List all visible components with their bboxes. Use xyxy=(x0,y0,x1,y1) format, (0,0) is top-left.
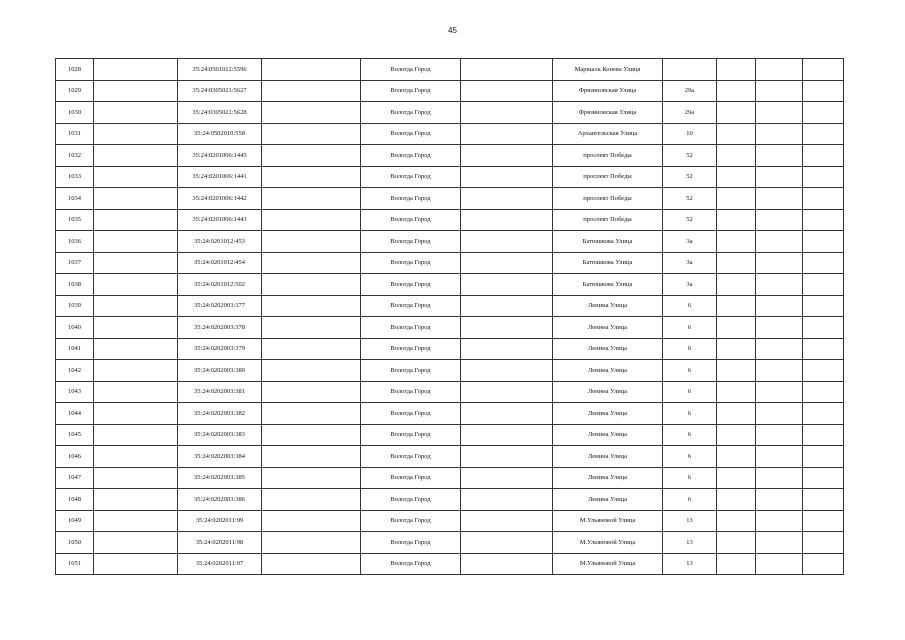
empty-cell xyxy=(717,166,756,188)
empty-cell xyxy=(756,338,803,360)
street-cell: Ленина Улица xyxy=(553,467,663,489)
empty-cell xyxy=(717,446,756,468)
empty-cell xyxy=(803,424,844,446)
empty-cell xyxy=(756,274,803,296)
empty-cell xyxy=(803,553,844,575)
empty-cell xyxy=(262,102,361,124)
house-number-cell: 13 xyxy=(663,510,717,532)
empty-cell xyxy=(262,360,361,382)
locality-cell: Вологда Город xyxy=(361,274,461,296)
empty-cell xyxy=(461,231,553,253)
empty-cell xyxy=(803,80,844,102)
empty-cell xyxy=(717,424,756,446)
table-row xyxy=(56,317,844,339)
street-cell: Ленина Улица xyxy=(553,403,663,425)
empty-cell xyxy=(803,510,844,532)
street-cell: Архангельская Улица xyxy=(553,123,663,145)
empty-cell xyxy=(717,532,756,554)
table-row xyxy=(56,252,844,274)
table-body xyxy=(56,59,844,575)
street-cell: Маршала Конева Улица xyxy=(553,59,663,81)
cadastral-number-cell: 35:24:0201006:1442 xyxy=(178,188,262,210)
empty-cell xyxy=(262,510,361,532)
empty-cell xyxy=(94,231,178,253)
empty-cell xyxy=(461,489,553,511)
empty-cell xyxy=(756,467,803,489)
cadastral-number-cell: 35:24:0202003:383 xyxy=(178,424,262,446)
table-row xyxy=(56,80,844,102)
empty-cell xyxy=(262,553,361,575)
empty-cell xyxy=(461,510,553,532)
empty-cell xyxy=(803,381,844,403)
empty-cell xyxy=(756,231,803,253)
empty-cell xyxy=(803,274,844,296)
empty-cell xyxy=(461,188,553,210)
house-number-cell: 6 xyxy=(663,446,717,468)
table-row xyxy=(56,123,844,145)
locality-cell: Вологда Город xyxy=(361,467,461,489)
street-cell: М.Ульяновой Улица xyxy=(553,532,663,554)
row-number-cell: 1036 xyxy=(56,231,94,253)
empty-cell xyxy=(94,446,178,468)
empty-cell xyxy=(756,188,803,210)
empty-cell xyxy=(717,489,756,511)
cadastral-number-cell: 35:24:0202003:377 xyxy=(178,295,262,317)
locality-cell: Вологда Город xyxy=(361,252,461,274)
empty-cell xyxy=(262,317,361,339)
street-cell: Ленина Улица xyxy=(553,381,663,403)
locality-cell: Вологда Город xyxy=(361,489,461,511)
house-number-cell: 6 xyxy=(663,295,717,317)
empty-cell xyxy=(756,489,803,511)
empty-cell xyxy=(717,381,756,403)
empty-cell xyxy=(756,166,803,188)
empty-cell xyxy=(717,123,756,145)
empty-cell xyxy=(803,59,844,81)
cadastral-number-cell: 35:24:0202011:98 xyxy=(178,532,262,554)
house-number-cell: 52 xyxy=(663,166,717,188)
empty-cell xyxy=(262,209,361,231)
empty-cell xyxy=(803,102,844,124)
row-number-cell: 1030 xyxy=(56,102,94,124)
cadastral-number-cell: 35:24:0201012:453 xyxy=(178,231,262,253)
cadastral-number-cell: 35:24:0201012:502 xyxy=(178,274,262,296)
empty-cell xyxy=(262,252,361,274)
table-row xyxy=(56,446,844,468)
empty-cell xyxy=(262,295,361,317)
empty-cell xyxy=(717,467,756,489)
row-number-cell: 1029 xyxy=(56,80,94,102)
empty-cell xyxy=(94,553,178,575)
empty-cell xyxy=(756,252,803,274)
locality-cell: Вологда Город xyxy=(361,317,461,339)
table-row xyxy=(56,231,844,253)
table-row xyxy=(56,381,844,403)
street-cell: Ленина Улица xyxy=(553,424,663,446)
row-number-cell: 1041 xyxy=(56,338,94,360)
empty-cell xyxy=(94,403,178,425)
empty-cell xyxy=(756,123,803,145)
empty-cell xyxy=(461,360,553,382)
empty-cell xyxy=(803,360,844,382)
locality-cell: Вологда Город xyxy=(361,446,461,468)
house-number-cell: 6 xyxy=(663,360,717,382)
empty-cell xyxy=(461,145,553,167)
empty-cell xyxy=(756,209,803,231)
empty-cell xyxy=(717,553,756,575)
empty-cell xyxy=(461,166,553,188)
empty-cell xyxy=(803,532,844,554)
empty-cell xyxy=(803,467,844,489)
cadastral-number-cell: 35:24:0305021:5627 xyxy=(178,80,262,102)
empty-cell xyxy=(717,317,756,339)
street-cell: проспект Победы xyxy=(553,145,663,167)
street-cell: Батюшкова Улица xyxy=(553,274,663,296)
table-row xyxy=(56,467,844,489)
empty-cell xyxy=(262,403,361,425)
empty-cell xyxy=(461,424,553,446)
empty-cell xyxy=(461,59,553,81)
house-number-cell: 52 xyxy=(663,209,717,231)
empty-cell xyxy=(803,252,844,274)
locality-cell: Вологда Город xyxy=(361,123,461,145)
empty-cell xyxy=(461,317,553,339)
street-cell: проспект Победы xyxy=(553,166,663,188)
table-row xyxy=(56,403,844,425)
street-cell: Батюшкова Улица xyxy=(553,231,663,253)
house-number-cell xyxy=(663,59,717,81)
empty-cell xyxy=(94,209,178,231)
empty-cell xyxy=(262,446,361,468)
table-row xyxy=(56,145,844,167)
empty-cell xyxy=(461,403,553,425)
locality-cell: Вологда Город xyxy=(361,510,461,532)
cadastral-number-cell: 35:24:0502010:558 xyxy=(178,123,262,145)
row-number-cell: 1035 xyxy=(56,209,94,231)
cadastral-number-cell: 35:24:0202003:385 xyxy=(178,467,262,489)
empty-cell xyxy=(717,360,756,382)
row-number-cell: 1037 xyxy=(56,252,94,274)
empty-cell xyxy=(717,274,756,296)
empty-cell xyxy=(717,188,756,210)
empty-cell xyxy=(461,252,553,274)
cadastral-number-cell: 35:24:0202003:378 xyxy=(178,317,262,339)
locality-cell: Вологда Город xyxy=(361,553,461,575)
house-number-cell: 52 xyxy=(663,188,717,210)
empty-cell xyxy=(461,123,553,145)
empty-cell xyxy=(461,532,553,554)
empty-cell xyxy=(94,338,178,360)
table-row xyxy=(56,166,844,188)
empty-cell xyxy=(94,188,178,210)
empty-cell xyxy=(717,59,756,81)
row-number-cell: 1049 xyxy=(56,510,94,532)
row-number-cell: 1047 xyxy=(56,467,94,489)
locality-cell: Вологда Город xyxy=(361,102,461,124)
street-cell: Ленина Улица xyxy=(553,489,663,511)
empty-cell xyxy=(756,102,803,124)
row-number-cell: 1051 xyxy=(56,553,94,575)
row-number-cell: 1033 xyxy=(56,166,94,188)
empty-cell xyxy=(803,446,844,468)
empty-cell xyxy=(262,381,361,403)
empty-cell xyxy=(94,510,178,532)
house-number-cell: 3а xyxy=(663,231,717,253)
empty-cell xyxy=(717,80,756,102)
table-row xyxy=(56,489,844,511)
row-number-cell: 1048 xyxy=(56,489,94,511)
empty-cell xyxy=(803,317,844,339)
page-number: 45 xyxy=(448,26,457,35)
empty-cell xyxy=(262,166,361,188)
cadastral-number-cell: 35:24:0501012:5596 xyxy=(178,59,262,81)
table-row xyxy=(56,59,844,81)
empty-cell xyxy=(461,553,553,575)
street-cell: Ленина Улица xyxy=(553,317,663,339)
locality-cell: Вологда Город xyxy=(361,360,461,382)
cadastral-number-cell: 35:24:0201006:1445 xyxy=(178,145,262,167)
house-number-cell: 13 xyxy=(663,553,717,575)
empty-cell xyxy=(262,467,361,489)
house-number-cell: 6 xyxy=(663,338,717,360)
locality-cell: Вологда Город xyxy=(361,381,461,403)
house-number-cell: 6 xyxy=(663,424,717,446)
empty-cell xyxy=(94,317,178,339)
house-number-cell: 10 xyxy=(663,123,717,145)
empty-cell xyxy=(94,467,178,489)
empty-cell xyxy=(756,317,803,339)
empty-cell xyxy=(461,295,553,317)
row-number-cell: 1043 xyxy=(56,381,94,403)
empty-cell xyxy=(94,102,178,124)
empty-cell xyxy=(717,231,756,253)
empty-cell xyxy=(803,166,844,188)
house-number-cell: 52 xyxy=(663,145,717,167)
empty-cell xyxy=(262,145,361,167)
empty-cell xyxy=(756,532,803,554)
empty-cell xyxy=(461,209,553,231)
table-row xyxy=(56,424,844,446)
locality-cell: Вологда Город xyxy=(361,188,461,210)
locality-cell: Вологда Город xyxy=(361,295,461,317)
cadastral-number-cell: 35:24:0202011:99 xyxy=(178,510,262,532)
empty-cell xyxy=(803,403,844,425)
empty-cell xyxy=(461,80,553,102)
empty-cell xyxy=(262,532,361,554)
empty-cell xyxy=(94,274,178,296)
empty-cell xyxy=(94,532,178,554)
street-cell: проспект Победы xyxy=(553,188,663,210)
house-number-cell: 3а xyxy=(663,274,717,296)
house-number-cell: 6 xyxy=(663,317,717,339)
table-row xyxy=(56,295,844,317)
empty-cell xyxy=(717,102,756,124)
empty-cell xyxy=(756,424,803,446)
empty-cell xyxy=(717,338,756,360)
locality-cell: Вологда Город xyxy=(361,59,461,81)
row-number-cell: 1039 xyxy=(56,295,94,317)
house-number-cell: 29а xyxy=(663,102,717,124)
cadastral-number-cell: 35:24:0202011:97 xyxy=(178,553,262,575)
cadastral-number-cell: 35:24:0201006:1441 xyxy=(178,166,262,188)
row-number-cell: 1042 xyxy=(56,360,94,382)
cadastral-number-cell: 35:24:0202003:384 xyxy=(178,446,262,468)
empty-cell xyxy=(461,338,553,360)
house-number-cell: 3а xyxy=(663,252,717,274)
empty-cell xyxy=(94,59,178,81)
street-cell: М.Ульяновой Улица xyxy=(553,510,663,532)
empty-cell xyxy=(717,209,756,231)
cadastral-number-cell: 35:24:0202003:382 xyxy=(178,403,262,425)
empty-cell xyxy=(94,80,178,102)
locality-cell: Вологда Город xyxy=(361,231,461,253)
locality-cell: Вологда Город xyxy=(361,166,461,188)
table-row xyxy=(56,532,844,554)
empty-cell xyxy=(717,252,756,274)
street-cell: проспект Победы xyxy=(553,209,663,231)
table-row xyxy=(56,209,844,231)
street-cell: Ленина Улица xyxy=(553,360,663,382)
empty-cell xyxy=(461,467,553,489)
empty-cell xyxy=(803,145,844,167)
house-number-cell: 6 xyxy=(663,489,717,511)
empty-cell xyxy=(94,252,178,274)
locality-cell: Вологда Город xyxy=(361,338,461,360)
empty-cell xyxy=(756,403,803,425)
empty-cell xyxy=(803,489,844,511)
locality-cell: Вологда Город xyxy=(361,80,461,102)
empty-cell xyxy=(717,145,756,167)
table-row xyxy=(56,274,844,296)
empty-cell xyxy=(717,403,756,425)
cadastral-number-cell: 35:24:0202003:379 xyxy=(178,338,262,360)
empty-cell xyxy=(756,80,803,102)
row-number-cell: 1050 xyxy=(56,532,94,554)
street-cell: Фрязиновская Улица xyxy=(553,80,663,102)
empty-cell xyxy=(461,446,553,468)
row-number-cell: 1032 xyxy=(56,145,94,167)
empty-cell xyxy=(262,123,361,145)
empty-cell xyxy=(461,274,553,296)
house-number-cell: 6 xyxy=(663,381,717,403)
cadastral-number-cell: 35:24:0201006:1443 xyxy=(178,209,262,231)
street-cell: М.Ульяновой Улица xyxy=(553,553,663,575)
empty-cell xyxy=(756,553,803,575)
empty-cell xyxy=(756,295,803,317)
empty-cell xyxy=(94,489,178,511)
row-number-cell: 1040 xyxy=(56,317,94,339)
cadastral-number-cell: 35:24:0201012:454 xyxy=(178,252,262,274)
empty-cell xyxy=(262,231,361,253)
cadastral-number-cell: 35:24:0305021:5628 xyxy=(178,102,262,124)
locality-cell: Вологда Город xyxy=(361,532,461,554)
house-number-cell: 6 xyxy=(663,403,717,425)
table-row xyxy=(56,102,844,124)
table-row xyxy=(56,510,844,532)
street-cell: Ленина Улица xyxy=(553,338,663,360)
row-number-cell: 1034 xyxy=(56,188,94,210)
empty-cell xyxy=(756,510,803,532)
row-number-cell: 1038 xyxy=(56,274,94,296)
house-number-cell: 29а xyxy=(663,80,717,102)
row-number-cell: 1031 xyxy=(56,123,94,145)
street-cell: Фрязиновская Улица xyxy=(553,102,663,124)
house-number-cell: 13 xyxy=(663,532,717,554)
row-number-cell: 1028 xyxy=(56,59,94,81)
locality-cell: Вологда Город xyxy=(361,403,461,425)
empty-cell xyxy=(717,510,756,532)
empty-cell xyxy=(717,295,756,317)
empty-cell xyxy=(94,360,178,382)
empty-cell xyxy=(461,102,553,124)
locality-cell: Вологда Город xyxy=(361,424,461,446)
table-row xyxy=(56,338,844,360)
street-cell: Батюшкова Улица xyxy=(553,252,663,274)
empty-cell xyxy=(94,424,178,446)
empty-cell xyxy=(803,231,844,253)
house-number-cell: 6 xyxy=(663,467,717,489)
empty-cell xyxy=(94,145,178,167)
empty-cell xyxy=(262,424,361,446)
row-number-cell: 1046 xyxy=(56,446,94,468)
street-cell: Ленина Улица xyxy=(553,446,663,468)
empty-cell xyxy=(94,123,178,145)
empty-cell xyxy=(262,188,361,210)
empty-cell xyxy=(756,59,803,81)
empty-cell xyxy=(94,166,178,188)
empty-cell xyxy=(94,295,178,317)
empty-cell xyxy=(803,338,844,360)
table-row xyxy=(56,553,844,575)
empty-cell xyxy=(803,123,844,145)
table-row xyxy=(56,360,844,382)
table-row xyxy=(56,188,844,210)
empty-cell xyxy=(756,381,803,403)
cadastral-number-cell: 35:24:0202003:380 xyxy=(178,360,262,382)
empty-cell xyxy=(803,209,844,231)
locality-cell: Вологда Город xyxy=(361,145,461,167)
empty-cell xyxy=(756,360,803,382)
locality-cell: Вологда Город xyxy=(361,209,461,231)
empty-cell xyxy=(756,446,803,468)
row-number-cell: 1044 xyxy=(56,403,94,425)
row-number-cell: 1045 xyxy=(56,424,94,446)
empty-cell xyxy=(803,188,844,210)
empty-cell xyxy=(756,145,803,167)
empty-cell xyxy=(262,489,361,511)
empty-cell xyxy=(262,274,361,296)
street-cell: Ленина Улица xyxy=(553,295,663,317)
empty-cell xyxy=(262,338,361,360)
empty-cell xyxy=(461,381,553,403)
registry-table xyxy=(55,58,844,575)
empty-cell xyxy=(262,59,361,81)
empty-cell xyxy=(803,295,844,317)
empty-cell xyxy=(94,381,178,403)
cadastral-number-cell: 35:24:0202003:386 xyxy=(178,489,262,511)
empty-cell xyxy=(262,80,361,102)
cadastral-number-cell: 35:24:0202003:381 xyxy=(178,381,262,403)
